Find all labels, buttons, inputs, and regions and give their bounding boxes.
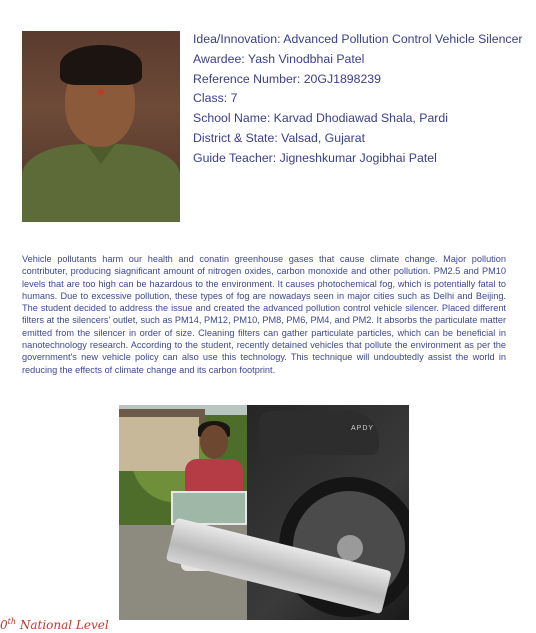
reference-number: Reference Number: 20GJ1898239	[193, 71, 381, 86]
class-value: Class: 7	[193, 91, 238, 106]
district-state: District & State: Valsad, Gujarat	[193, 130, 365, 145]
guide-teacher: Guide Teacher: Jigneshkumar Jogibhai Patel	[193, 150, 437, 165]
footer-level-text: National Level	[19, 618, 109, 632]
photo-fuel-tank	[259, 411, 379, 455]
school-name: School Name: Karvad Dhodiawad Shala, Pardi	[193, 111, 448, 126]
description-paragraph: Vehicle pollutants harm our health and conatin greenhouse gases that cause climate change. Major pollution contributer, producing siagnificant amount of nitrogen oxides, carbon monoxide and other pollution. PM2.5 and PM10 levels that are too high can be hazardous to the environment. It causes photochemical fog, which is potentially fatal to humans. Due to excessive pollution, these types of fog are nowadays seen in major cities such as Delhi and Beijing. The student decided to address the issue and created the advanced pollution control vehicle silencer. Placed different filters at the silencers' outlet, such as PM14, PM12, PM10, PM8, PM6, PM4, and PM2. It absorbs the particulate matter emitted from the silencer in order of size. Cleaning filters can gather particulate particles, which can be beneficial in nanotechnology research. According to the student, recently detained vehicles that pollute the environment as per the government's new vehicle policy can also use this technology. This technique will undoubtedly assist the world in reducing the effects of climate change and its carbon footprint.	[22, 254, 506, 375]
footer-ordinal-suffix: th	[7, 617, 17, 626]
portrait-hair	[60, 45, 142, 85]
awardee-portrait	[22, 31, 180, 222]
footer-ordinal-number: 0	[0, 618, 8, 632]
awardee-info	[193, 30, 523, 169]
portrait-tilak	[98, 89, 104, 95]
idea-title: Idea/Innovation: Advanced Pollution Control Vehicle Silencer	[193, 32, 523, 46]
footer-level-label	[0, 614, 140, 632]
photo-wheel-hub	[337, 535, 363, 561]
photo-tank-lettering: APDY	[351, 425, 375, 432]
awardee-name: Awardee: Yash Vinodbhai Patel	[193, 51, 365, 66]
photo-child-head	[200, 425, 228, 459]
project-photo	[119, 405, 409, 620]
